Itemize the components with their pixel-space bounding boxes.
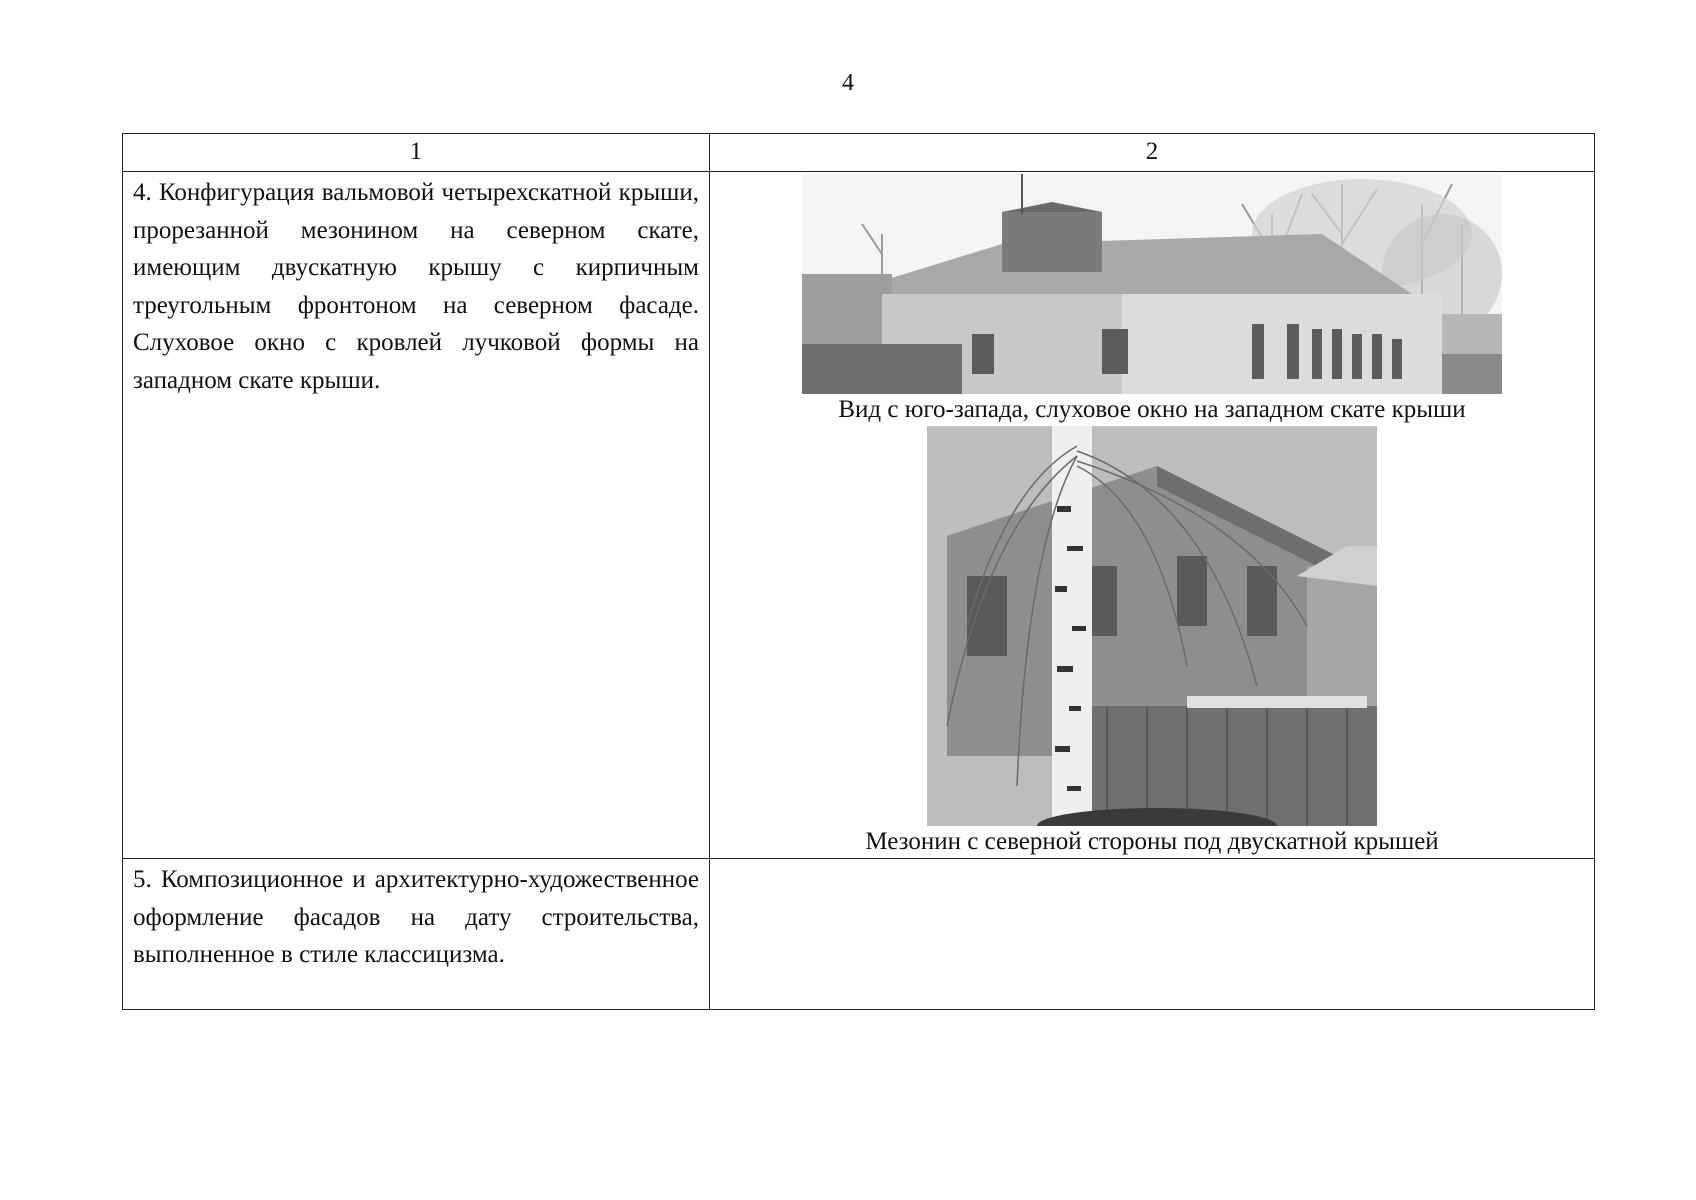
photo-southwest-view	[802, 174, 1502, 394]
photo-caption-2: Мезонин с северной стороны под двускатной крышей	[865, 828, 1439, 855]
features-table	[122, 133, 1595, 1010]
table-row	[123, 172, 1595, 859]
row-photos-cell	[710, 172, 1595, 859]
photo-north-mezzanine	[927, 426, 1377, 826]
row-description-text: 4. Конфигурация вальмовой четырехскатной крыши, прорезанной мезонином на северном скате, имеющим двускатную крышу с кирпичным треугольным фронтоном на северном фасаде. Слуховое окно с кровлей лучковой формы на западном скате крыши.	[133, 179, 699, 394]
table-header-row	[123, 134, 1595, 172]
column-header-2: 2	[710, 134, 1595, 172]
table-row	[123, 859, 1595, 1010]
row-description-cell	[123, 172, 710, 859]
page-number: 4	[842, 70, 854, 96]
row-description-text: 5. Композиционное и архитектурно-художественное оформление фасадов на дату строительства, выполненное в стиле классицизма.	[133, 866, 699, 968]
row-empty-cell	[710, 859, 1595, 1010]
row-description-cell	[123, 859, 710, 1010]
photo-caption-1: Вид с юго-запада, слуховое окно на западном скате крыши	[838, 396, 1466, 423]
column-header-1: 1	[123, 134, 710, 172]
